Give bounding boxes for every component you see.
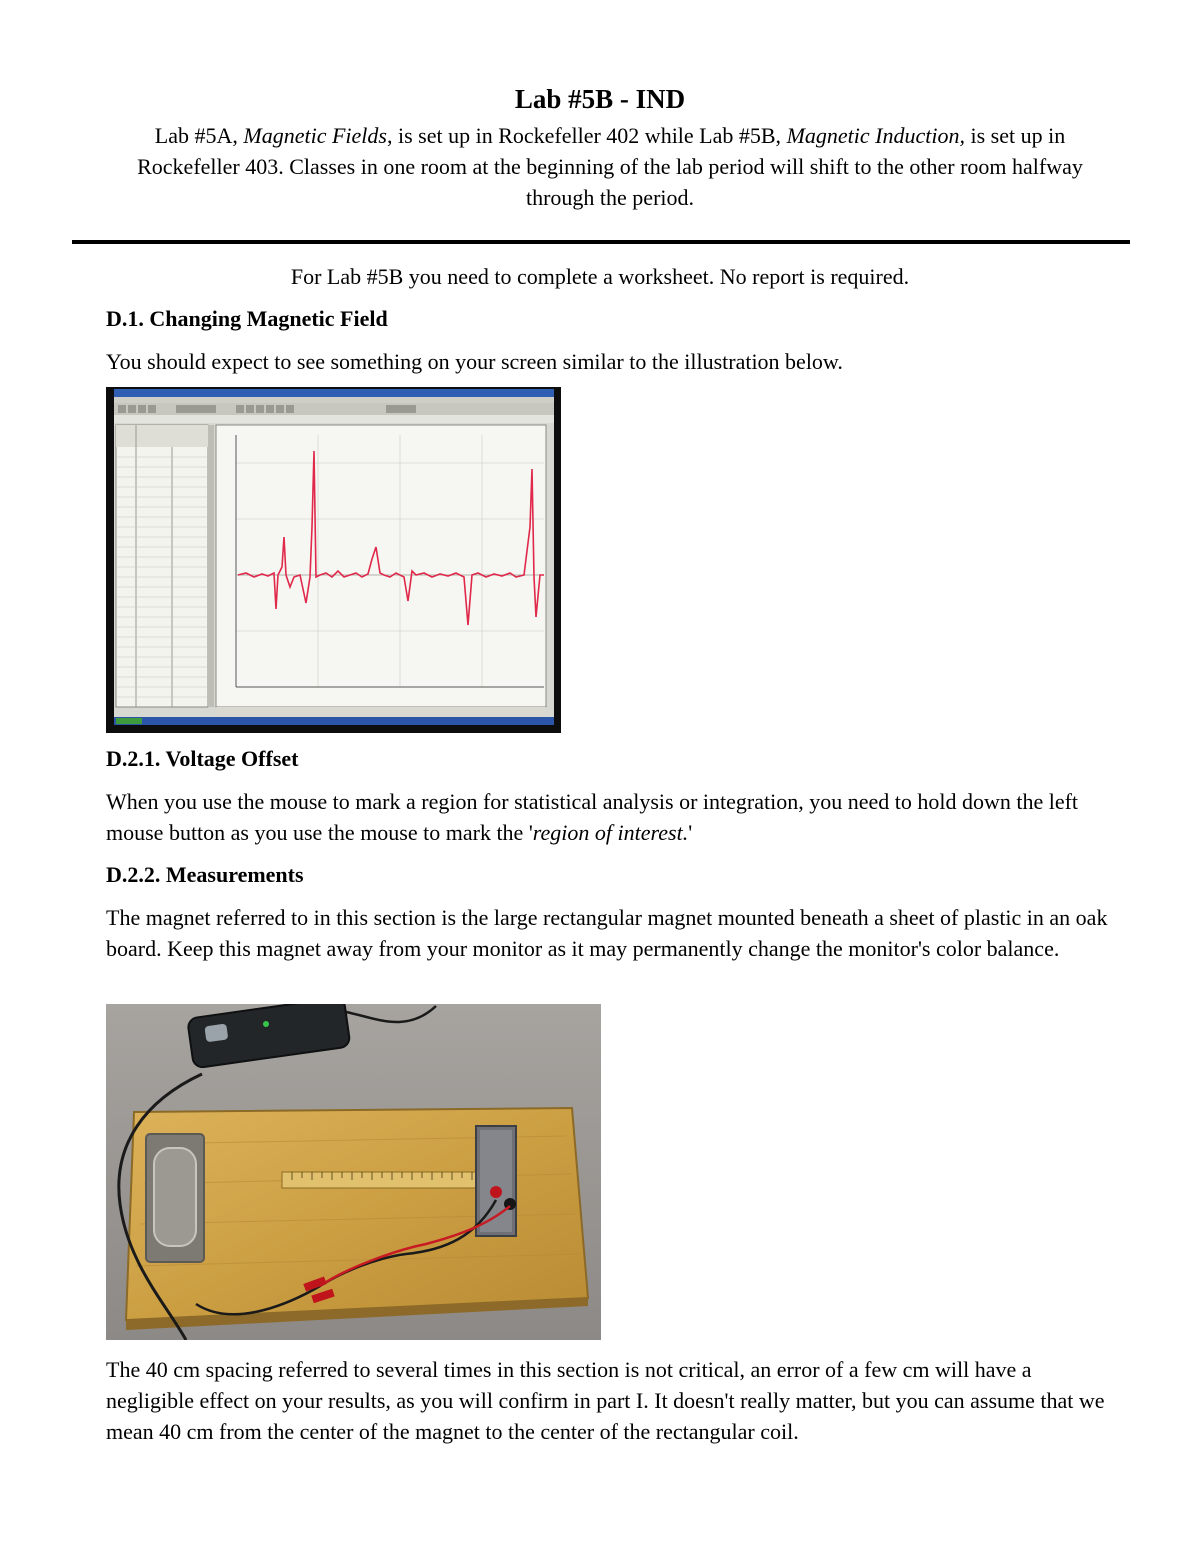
heading-d21: D.2.1. Voltage Offset xyxy=(106,746,299,771)
intro-em-magnetic-induction: Magnetic Induction, xyxy=(786,123,965,148)
paragraph-d21 xyxy=(106,786,1116,848)
horizontal-rule xyxy=(72,240,1130,244)
oak-board-magnet-photo xyxy=(106,1004,601,1340)
paragraph-d1: You should expect to see something on your screen similar to the illustration below. xyxy=(106,349,843,374)
software-screenshot-photo xyxy=(106,387,561,733)
intro-text-1: Lab #5A, xyxy=(154,123,244,148)
worksheet-note: For Lab #5B you need to complete a worksheet. No report is required. xyxy=(290,264,910,289)
paragraph-d22-spacing: The 40 cm spacing referred to several times in this section is not critical, an error of a few cm will have a negligible effect on your results, as you will confirm in part I. It doesn't really matter, but you can assume that we mean 40 cm from the center of the magnet to the center of the rectangular coil. xyxy=(106,1357,1105,1444)
intro-em-magnetic-fields: Magnetic Fields xyxy=(243,123,387,148)
paragraph-d21-text-b: ' xyxy=(688,820,693,845)
heading-d1: D.1. Changing Magnetic Field xyxy=(106,306,388,331)
paragraph-d22-magnet: The magnet referred to in this section is the large rectangular magnet mounted beneath a sheet of plastic in an oak board. Keep this magnet away from your monitor as it may permanently change the monitor's color balance. xyxy=(106,905,1108,961)
paragraph-d21-em: region of interest. xyxy=(532,820,689,845)
oak-board-image xyxy=(106,1004,601,1340)
software-screenshot-image xyxy=(106,387,561,733)
page-title: Lab #5B - IND xyxy=(514,84,686,114)
paragraph-d21-text-a: When you use the mouse to mark a region for statistical analysis or integration, you need to hold down the left mouse button as you use the mouse to mark the ' xyxy=(106,789,1079,845)
intro-text-3: is set up in Rockefeller 403. Classes in one room at the beginning of the lab period will shift to the other room halfway through the period. xyxy=(137,123,1083,210)
heading-d22: D.2.2. Measurements xyxy=(106,862,304,887)
intro-text-2: , is set up in Rockefeller 402 while Lab #5B, xyxy=(386,123,787,148)
intro-paragraph xyxy=(110,120,1110,213)
